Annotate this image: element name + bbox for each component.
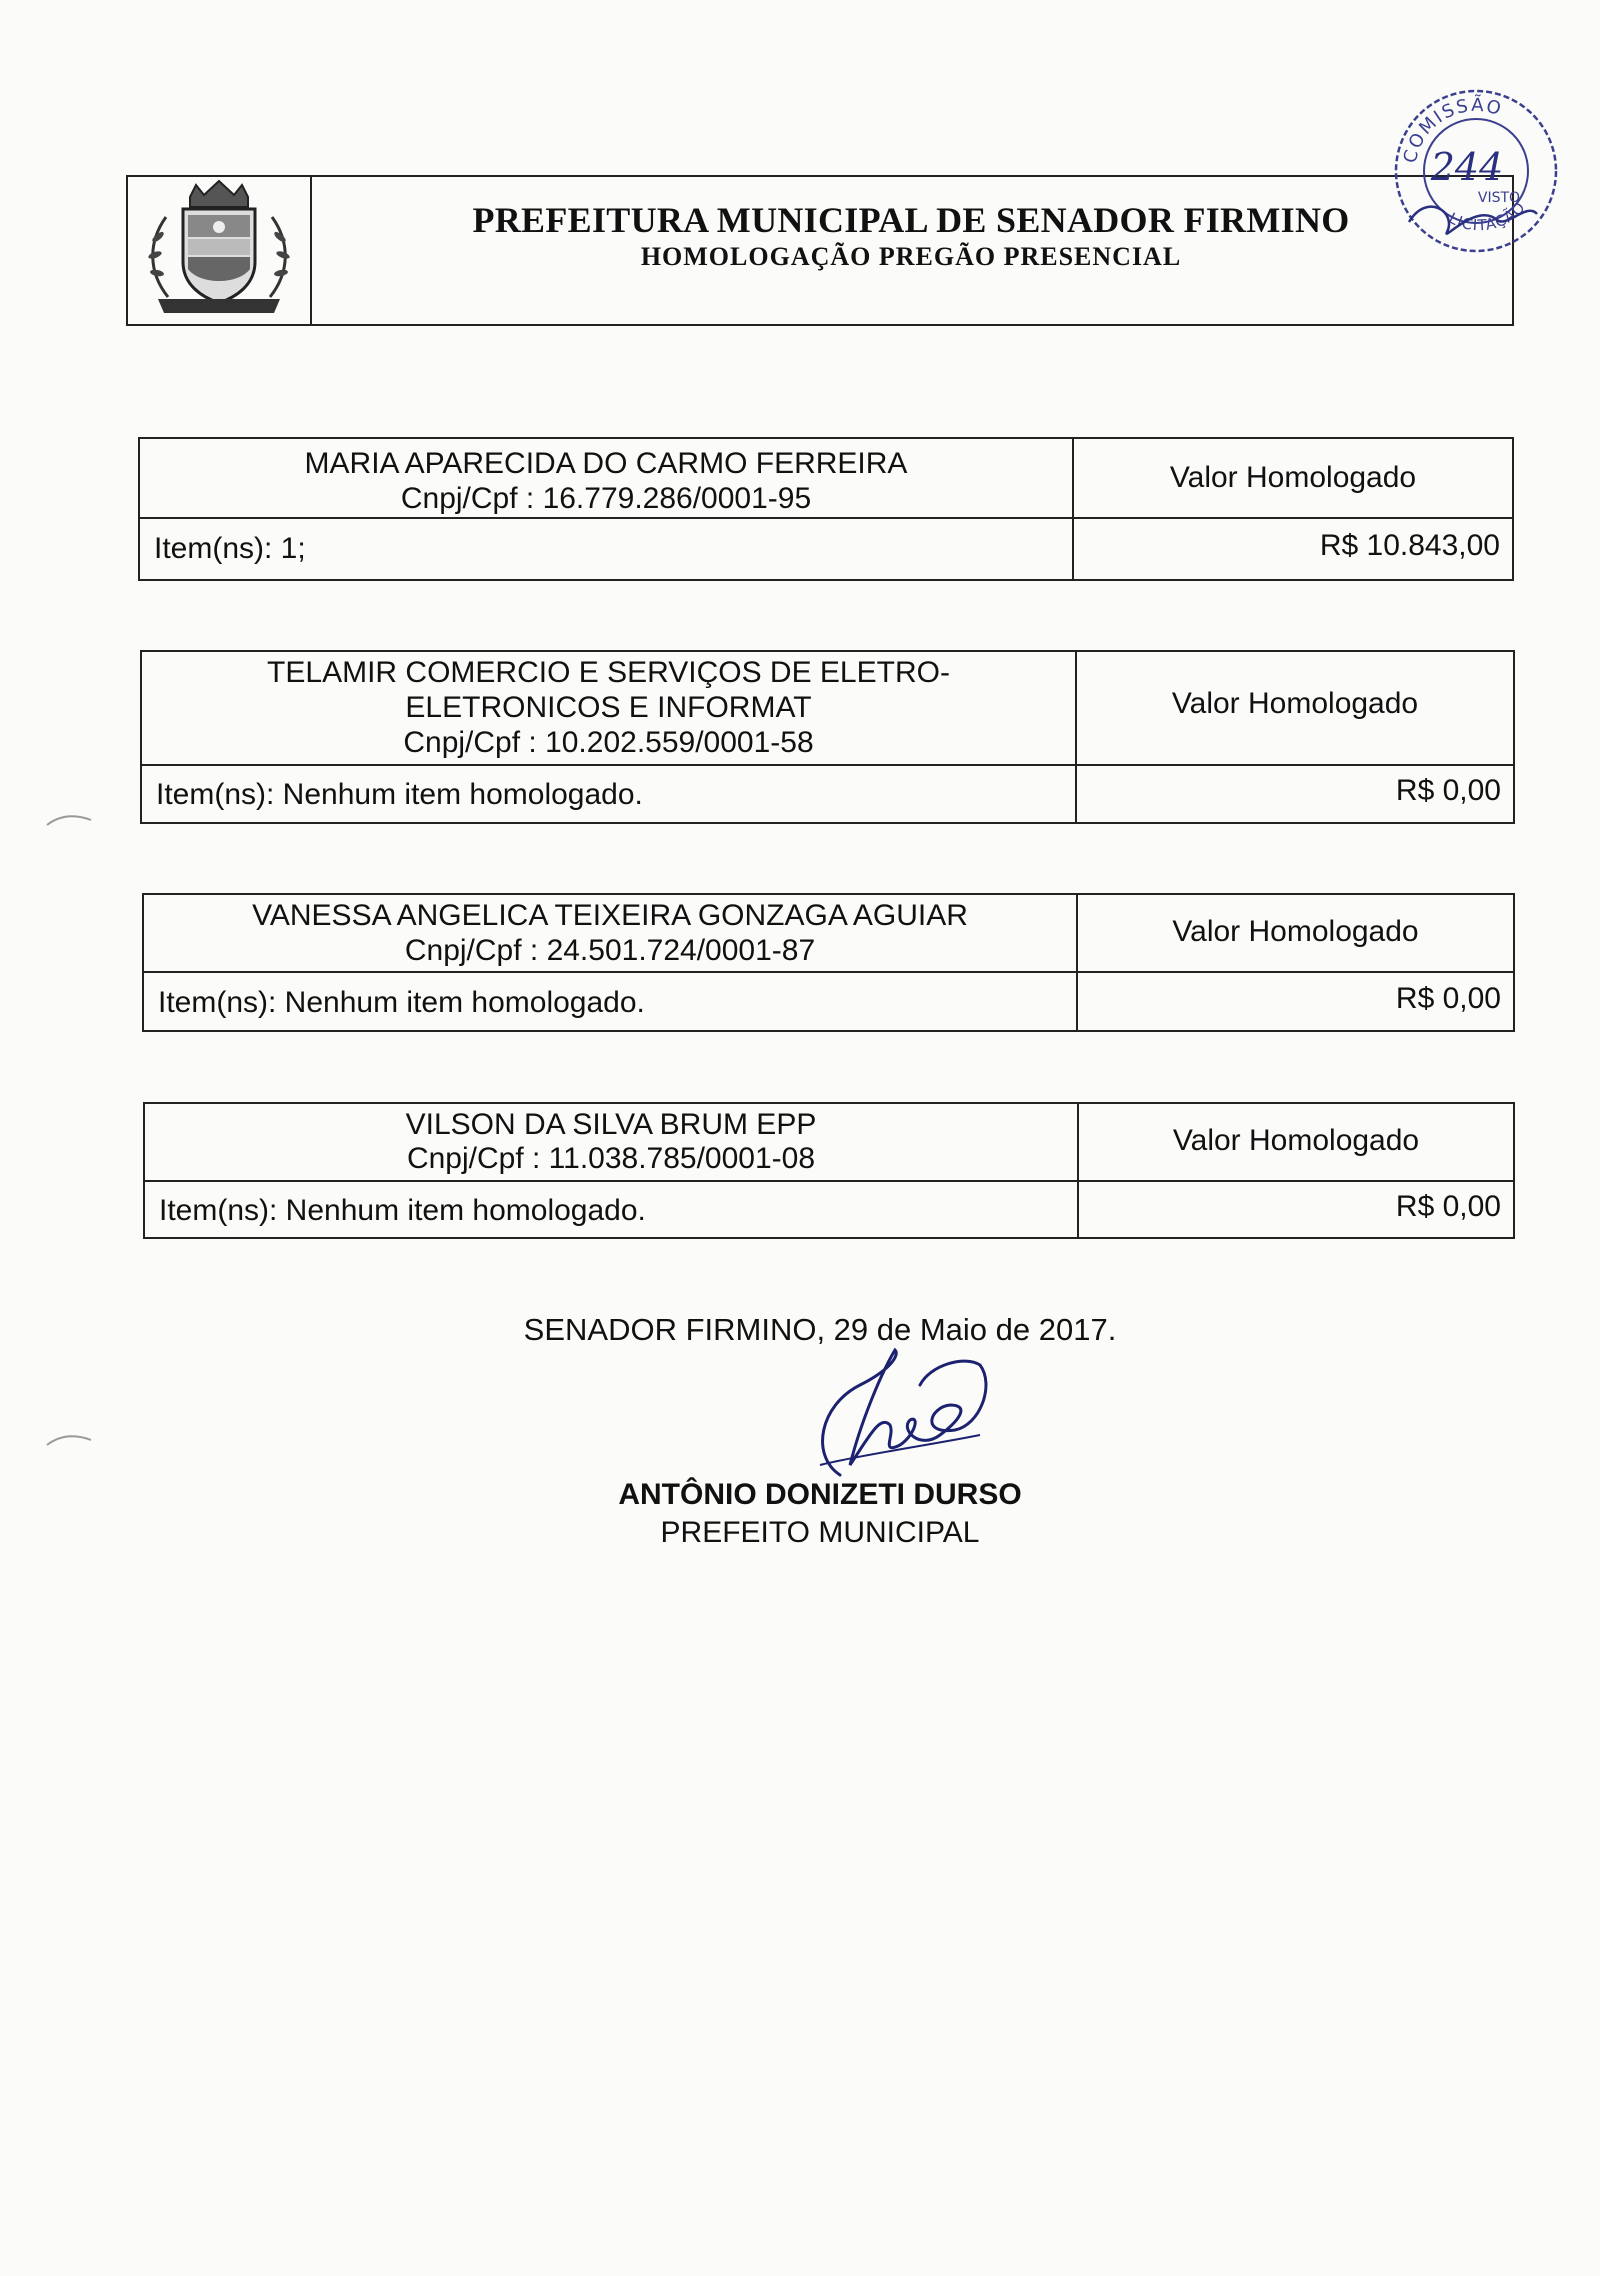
handwritten-signature [780,1345,1010,1495]
signer-role: PREFEITO MUNICIPAL [660,1516,980,1549]
stamp-top-text: COMISSÃO [1399,94,1506,166]
signer-name: ANTÔNIO DONIZETI DURSO [618,1478,1022,1511]
vendor-amount: R$ 0,00 [1395,982,1501,1015]
scan-margin-mark [45,1430,95,1450]
scan-margin-mark [45,810,95,830]
vendor-amount: R$ 0,00 [1395,1190,1501,1223]
vendor-table [143,1102,1515,1239]
vendor-table [138,437,1514,581]
vendor-name: ELETRONICOS E INFORMAT [405,691,812,724]
vendor-name: TELAMIR COMERCIO E SERVIÇOS DE ELETRO- [267,656,950,689]
vendor-items: Item(ns): Nenhum item homologado. [156,778,643,811]
commission-stamp [1387,82,1565,260]
vendor-name: VANESSA ANGELICA TEIXEIRA GONZAGA AGUIAR [252,899,968,932]
place-and-date: SENADOR FIRMINO, 29 de Maio de 2017. [523,1312,1117,1347]
stamp-page-number: 244 [1430,145,1504,189]
vendor-cnpj: Cnpj/Cpf : 24.501.724/0001-87 [404,934,816,967]
vendor-items: Item(ns): Nenhum item homologado. [158,986,645,1019]
vendor-cnpj: Cnpj/Cpf : 16.779.286/0001-95 [400,482,812,515]
valor-homologado-label: Valor Homologado [1171,687,1419,720]
vendor-name: VILSON DA SILVA BRUM EPP [405,1108,817,1141]
stamp-visto-text: VISTO [1477,190,1521,206]
vendor-amount: R$ 10.843,00 [1319,529,1500,562]
stamp-bottom-text: LICITAÇÃO [1445,197,1530,235]
municipal-coat-of-arms-icon [128,177,310,324]
vendor-name: MARIA APARECIDA DO CARMO FERREIRA [304,447,908,480]
vendor-items: Item(ns): 1; [154,532,306,565]
document-header [126,175,1514,326]
valor-homologado-label: Valor Homologado [1172,915,1419,948]
vendor-table [140,650,1515,824]
vendor-items: Item(ns): Nenhum item homologado. [159,1194,646,1227]
valor-homologado-label: Valor Homologado [1169,461,1417,494]
valor-homologado-label: Valor Homologado [1172,1124,1420,1157]
page-subtitle: HOMOLOGAÇÃO PREGÃO PRESENCIAL [640,242,1182,271]
crest-cell [128,177,312,324]
vendor-cnpj: Cnpj/Cpf : 10.202.559/0001-58 [403,726,814,759]
page-title: PREFEITURA MUNICIPAL DE SENADOR FIRMINO [472,200,1350,240]
vendor-table [142,893,1515,1032]
vendor-amount: R$ 0,00 [1395,774,1501,807]
vendor-cnpj: Cnpj/Cpf : 11.038.785/0001-08 [406,1142,816,1175]
